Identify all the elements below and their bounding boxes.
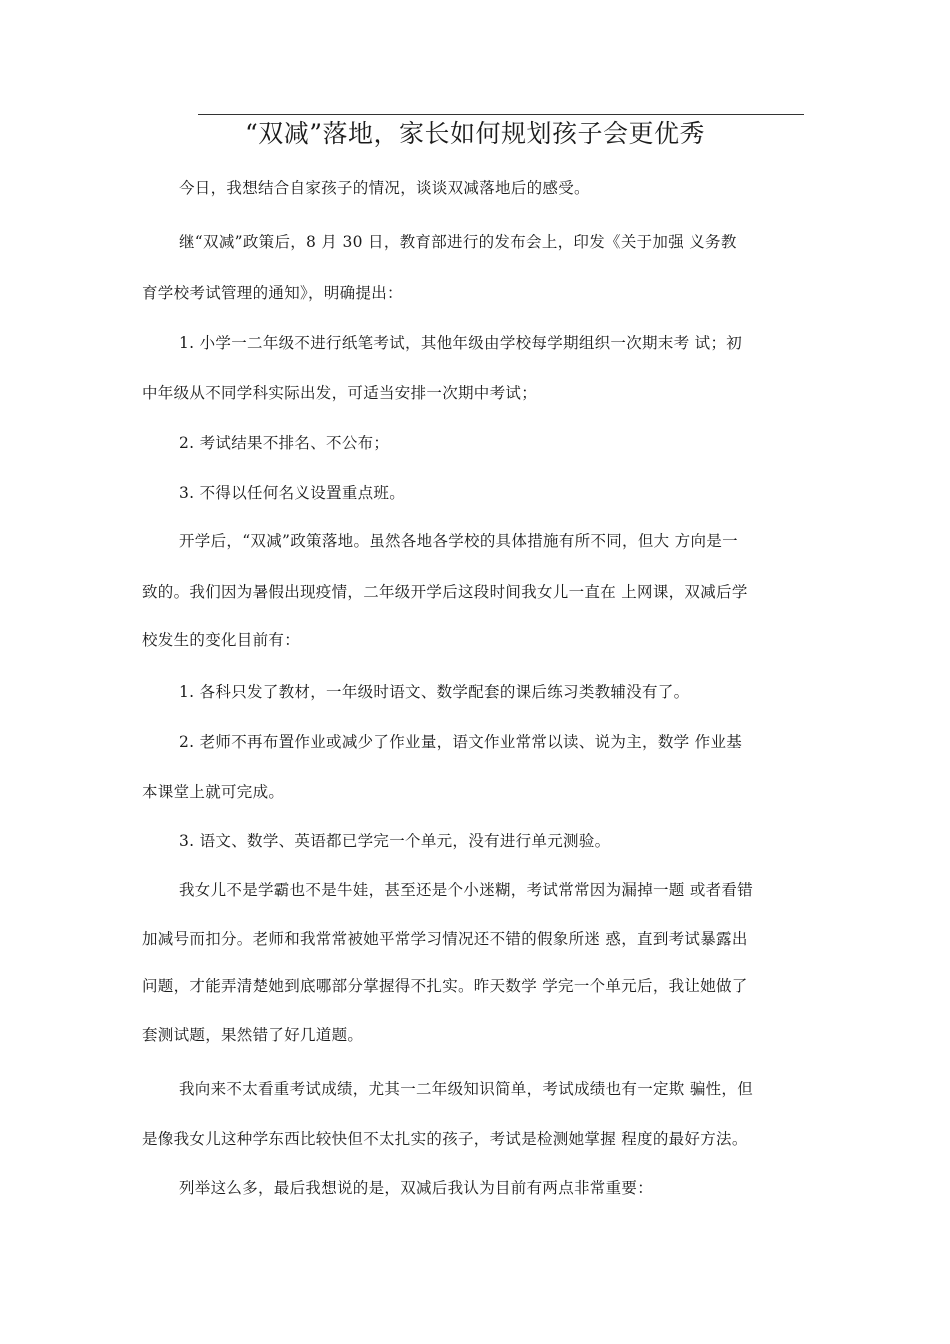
document-title: “双减”落地，家长如何规划孩子会更优秀 xyxy=(244,119,706,148)
paragraph-line: 开学后，“双减”政策落地。虽然各地各学校的具体措施有所不同，但大 方向是一 xyxy=(179,532,738,550)
paragraph-line: 育学校考试管理的通知》，明确提出： xyxy=(142,284,403,302)
paragraph-line: 3. 语文、数学、英语都已学完一个单元，没有进行单元测验。 xyxy=(179,832,611,850)
paragraph-line: 加减号而扣分。老师和我常常被她平常学习情况还不错的假象所迷 惑，直到考试暴露出 xyxy=(142,930,748,948)
paragraph-line: 3. 不得以任何名义设置重点班。 xyxy=(179,484,406,502)
paragraph-line: 校发生的变化目前有： xyxy=(142,631,301,649)
paragraph-line: 中年级从不同学科实际出发，可适当安排一次期中考试； xyxy=(142,384,538,402)
paragraph-line: 继“双减”政策后，8 月 30 日，教育部进行的发布会上，印发《关于加强 义务教 xyxy=(179,233,737,251)
paragraph-line: 我向来不太看重考试成绩，尤其一二年级知识简单，考试成绩也有一定欺 骗性，但 xyxy=(179,1080,754,1098)
paragraph-line: 2. 老师不再布置作业或减少了作业量，语文作业常常以读、说为主，数学 作业基 xyxy=(179,733,743,751)
paragraph-line: 是像我女儿这种学东西比较快但不太扎实的孩子，考试是检测她掌握 程度的最好方法。 xyxy=(142,1130,748,1148)
paragraph-line: 列举这么多，最后我想说的是，双减后我认为目前有两点非常重要： xyxy=(179,1179,654,1197)
paragraph-line: 套测试题，果然错了好几道题。 xyxy=(142,1026,364,1044)
paragraph-line: 我女儿不是学霸也不是牛娃，甚至还是个小迷糊，考试常常因为漏掉一题 或者看错 xyxy=(179,881,754,899)
paragraph-line: 1. 小学一二年级不进行纸笔考试，其他年级由学校每学期组织一次期末考 试；初 xyxy=(179,334,743,352)
paragraph-line: 今日，我想结合自家孩子的情况，谈谈双减落地后的感受。 xyxy=(179,179,590,197)
paragraph-line: 2. 考试结果不排名、不公布； xyxy=(179,434,390,452)
paragraph-line: 本课堂上就可完成。 xyxy=(142,783,285,801)
paragraph-line: 1. 各科只发了教材，一年级时语文、数学配套的课后练习类教辅没有了。 xyxy=(179,683,690,701)
paragraph-line: 问题，才能弄清楚她到底哪部分掌握得不扎实。昨天数学 学完一个单元后，我让她做了 xyxy=(142,977,748,995)
header-rule xyxy=(198,114,804,115)
paragraph-line: 致的。我们因为暑假出现疫情，二年级开学后这段时间我女儿一直在 上网课，双减后学 xyxy=(142,583,748,601)
